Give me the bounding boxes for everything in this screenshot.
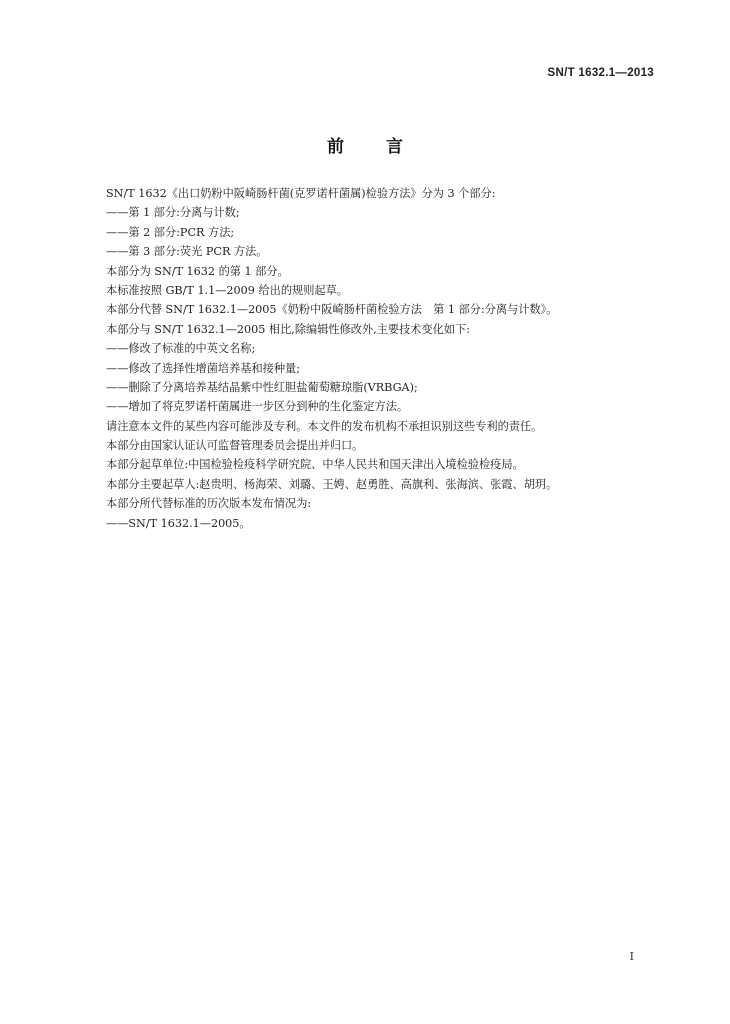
list-item: ——删除了分离培养基结晶紫中性红胆盐葡萄糖琼脂(VRBGA);	[106, 380, 418, 394]
list-item: ——第 2 部分:PCR 方法;	[106, 225, 235, 239]
list-item: ——修改了标准的中英文名称;	[106, 342, 256, 356]
paragraph-line: 本部分所代替标准的历次版本发布情况为:	[106, 497, 312, 511]
paragraph-line: 本部分由国家认证认可监督管理委员会提出并归口。	[106, 439, 364, 453]
list-item: ——第 1 部分:分离与计数;	[106, 206, 240, 220]
standard-code-header: SN/T 1632.1—2013	[547, 67, 654, 79]
paragraph-line: 本部分主要起草人:赵贵明、杨海荣、刘璐、王娉、赵勇胜、高旗利、张海滨、张霞、胡玥。	[106, 477, 558, 491]
title-char-1: 前	[327, 137, 344, 157]
paragraph-line: 本部分起草单位:中国检验检疫科学研究院、中华人民共和国天津出入境检验检疫局。	[106, 458, 524, 472]
list-item: ——第 3 部分:荧光 PCR 方法。	[106, 245, 268, 259]
paragraph-line: 本部分与 SN/T 1632.1—2005 相比,除编辑性修改外,主要技术变化如下:	[106, 322, 470, 336]
list-item: ——修改了选择性增菌培养基和接种量;	[106, 361, 300, 375]
paragraph-line: 请注意本文件的某些内容可能涉及专利。本文件的发布机构不承担识别这些专利的责任。	[106, 419, 543, 433]
foreword-body	[106, 184, 646, 533]
list-item: ——增加了将克罗诺杆菌属进一步区分到种的生化鉴定方法。	[106, 400, 409, 414]
section-title-foreword	[0, 132, 730, 157]
paragraph-line: 本部分代替 SN/T 1632.1—2005《奶粉中阪崎肠杆菌检验方法 第 1 部分:分离与计数》。	[106, 303, 558, 317]
title-char-2: 言	[386, 137, 403, 157]
page-number: I	[629, 950, 634, 963]
paragraph-line: 本标准按照 GB/T 1.1—2009 给出的规则起草。	[106, 283, 348, 297]
paragraph-line: 本部分为 SN/T 1632 的第 1 部分。	[106, 264, 289, 278]
paragraph-line: SN/T 1632《出口奶粉中阪崎肠杆菌(克罗诺杆菌属)检验方法》分为 3 个部分:	[106, 187, 496, 200]
list-item: ——SN/T 1632.1—2005。	[106, 516, 251, 530]
